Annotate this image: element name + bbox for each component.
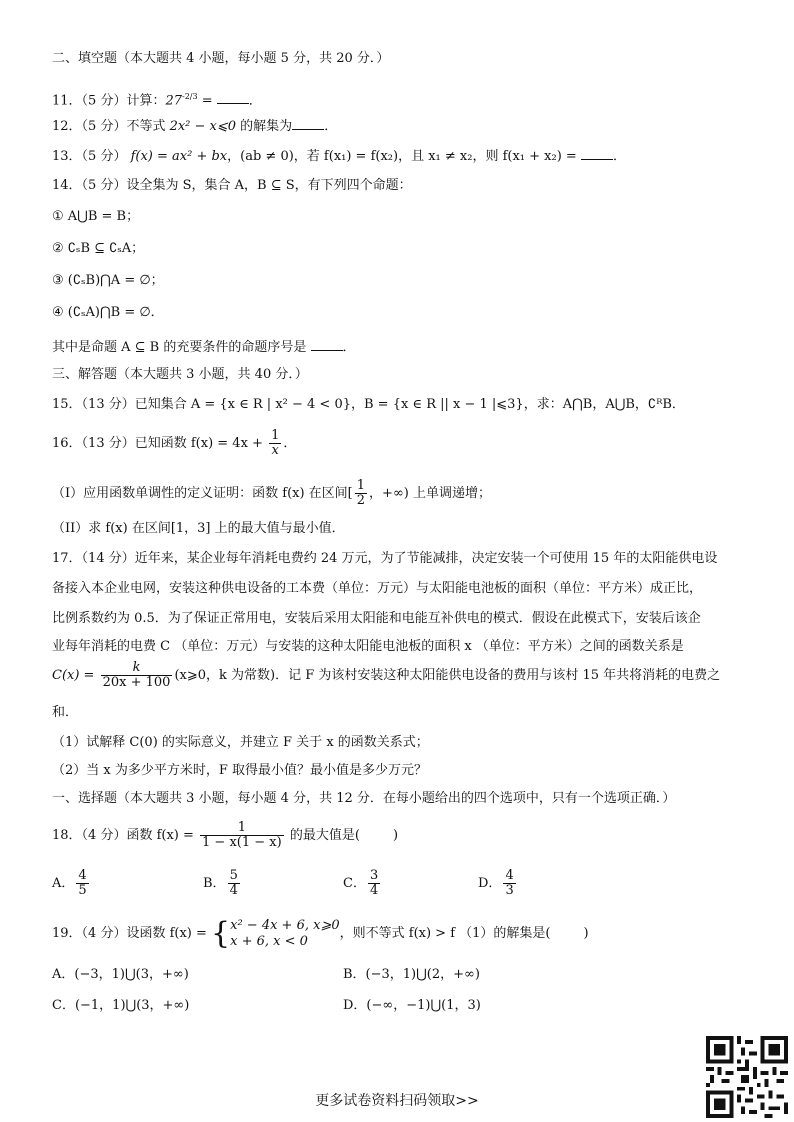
section-2-header: 二、填空题（本大题共 4 小题，每小题 5 分，共 20 分．）	[52, 51, 390, 66]
section-1-header: 一、选择题（本大题共 3 小题，每小题 4 分，共 12 分．在每小题给出的四个选项中，只有一个选项正确．）	[52, 791, 676, 806]
answer-blank	[311, 338, 343, 351]
question-14-item-3: ③ (∁ₛB)⋂A = ∅；	[52, 273, 164, 288]
question-14-item-4: ④ (∁ₛA)⋂B = ∅．	[52, 305, 164, 320]
question-19-stem: 19．（4 分）设函数 f(x) = { x² − 4x + 6, x⩾0 x + 6, x < 0 ，则不等式 f(x) > f （1）的解集是( )	[52, 915, 589, 951]
fraction: $\frac{1}{x}$	[271, 428, 280, 458]
question-18-option-c: C． $\frac{3}{4}$	[343, 868, 379, 898]
question-17-part-2: （2）当 x 为多少平方米时，F 取得最小值？最小值是多少万元？	[52, 763, 428, 778]
question-11: 11．（5 分）计算：$27^{-2/3}$ = ．	[52, 92, 262, 109]
question-18-option-a: A． $\frac{4}{5}$	[52, 868, 87, 898]
question-17-line-6: 和．	[52, 705, 79, 720]
question-14-item-2: ② ∁ₛB ⊆ ∁ₛA；	[52, 241, 145, 256]
question-16-stem: 16．（13 分）已知函数 f(x) = 4x + $\frac{1}{x}$ ．	[52, 428, 297, 458]
question-12: 12．（5 分）不等式 2x² − x⩽0 的解集为 ．	[52, 119, 338, 134]
question-16-part-1: （I）应用函数单调性的定义证明：函数 f(x) 在区间[ $\frac{1}{2}$ ，+∞) 上单调递增；	[52, 478, 491, 508]
fraction: $\frac{1}{2}$	[356, 478, 366, 508]
answer-blank	[581, 147, 613, 160]
question-19-option-d: D．(−∞，−1)⋃(1，3)	[343, 998, 481, 1013]
question-19-option-c: C．(−1，1)⋃(3，+∞)	[52, 998, 190, 1013]
piecewise-cases: x² − 4x + 6, x⩾0 x + 6, x < 0	[230, 917, 340, 949]
question-18-option-d: D． $\frac{4}{3}$	[478, 868, 514, 898]
question-17-formula: C(x) = $\frac{k}{20x + 100}$ (x⩾0，k 为常数)．记 F 为该村安装这种太阳能供电设备的费用与该村 15 年共将消耗的电费之	[52, 660, 721, 690]
question-17-line-4: 业每年消耗的电费 C （单位：万元）与安装的这种太阳能电池板的面积 x （单位：平方米）之间的函数关系是	[52, 639, 684, 654]
question-18-stem: 18．（4 分）函数 f(x) = $\frac{1}{1 - x(1 - x)}$ 的最大值是( )	[52, 820, 399, 850]
question-17-line-2: 备接入本企业电网，安装这种供电设备的工本费（单位：万元）与太阳能电池板的面积（单位：平方米）成正比，	[52, 581, 703, 596]
question-14-item-1: ① A⋃B = B；	[52, 209, 140, 224]
fraction: $\frac{k}{20x + 100}$	[102, 660, 171, 690]
question-16-part-2: （II）求 f(x) 在区间[1，3] 上的最大值与最小值．	[52, 521, 345, 536]
fraction: $\frac{1}{1 - x(1 - x)}$	[202, 820, 282, 850]
question-17-line-3: 比例系数约为 0.5．为了保证正常用电，安装后采用太阳能和电能互补供电的模式．假设在此模式下，安装后该企	[52, 611, 701, 626]
question-15: 15．（13 分）已知集合 A = {x ∈ R | x² − 4 < 0}，B = {x ∈ R || x − 1 |⩽3}，求：A⋂B，A⋃B，∁ᴿB．	[52, 397, 685, 412]
question-14-tail: 其中是命题 A ⊆ B 的充要条件的命题序号是 ．	[52, 340, 356, 355]
question-17-line-1: 17．（14 分）近年来，某企业每年消耗电费约 24 万元，为了节能减排，决定安装一个可使用 15 年的太阳能供电设	[52, 551, 718, 566]
question-18-option-b: B． $\frac{5}{4}$	[203, 868, 238, 898]
answer-blank	[292, 117, 324, 130]
section-3-header: 三、解答题（本大题共 3 小题，共 40 分．）	[52, 367, 308, 382]
question-13: 13．（5 分） f(x) = ax² + bx，(ab ≠ 0)，若 f(x₁) = f(x₂)，且 x₁ ≠ x₂，则 f(x₁ + x₂) = ．	[52, 149, 626, 164]
question-17-part-1: （1）试解释 C(0) 的实际意义，并建立 F 关于 x 的函数关系式；	[52, 735, 429, 750]
question-19-option-a: A．(−3，1)⋃(3，+∞)	[52, 967, 189, 982]
question-14-stem: 14．（5 分）设全集为 S，集合 A，B ⊆ S，有下列四个命题：	[52, 178, 412, 193]
question-19-option-b: B．(−3，1)⋃(2，+∞)	[343, 967, 480, 982]
footer-qr-prompt[interactable]: 更多试卷资料扫码领取>>	[315, 1093, 479, 1109]
answer-blank	[217, 91, 249, 104]
